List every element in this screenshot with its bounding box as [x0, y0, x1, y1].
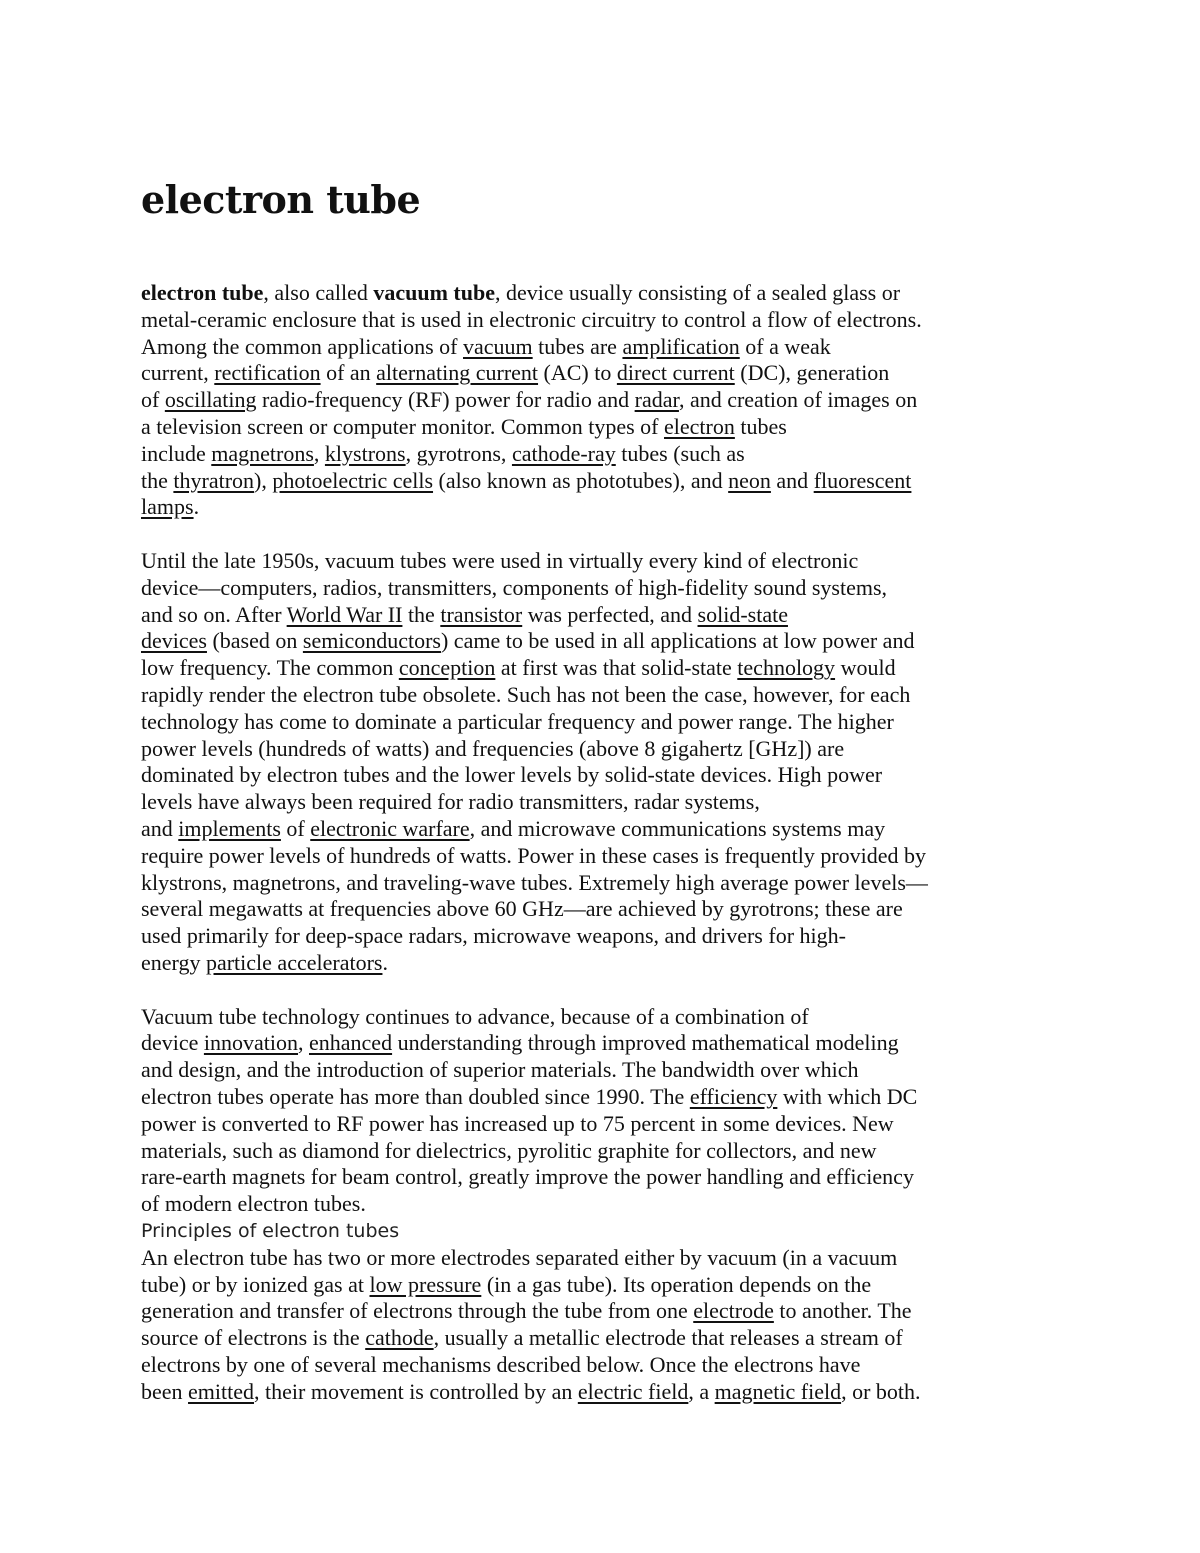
text-run: current,	[141, 360, 215, 386]
text-run: rapidly render the electron tube obsolete. Such has not been the case, however, for each	[141, 681, 911, 707]
text-run: and design, and the introduction of superior materials. The bandwidth over which	[141, 1057, 859, 1083]
inline-link[interactable]: amplification	[622, 333, 740, 359]
inline-link[interactable]: electric field	[577, 1378, 689, 1404]
inline-link[interactable]: vacuum	[463, 333, 533, 359]
paragraph	[141, 280, 1066, 521]
text-line	[141, 628, 1066, 655]
text-run: the	[141, 467, 174, 493]
inline-link[interactable]: emitted	[188, 1378, 255, 1404]
text-run: klystrons, magnetrons, and traveling-wave tubes. Extremely high average power levels—	[141, 869, 928, 895]
text-line	[141, 789, 1066, 816]
text-run: device	[141, 1030, 204, 1056]
text-run: (also known as phototubes), and	[433, 467, 729, 493]
inline-link[interactable]: neon	[728, 467, 771, 493]
text-run: understanding through improved mathematical modeling	[392, 1030, 899, 1056]
inline-link[interactable]: solid-state	[697, 601, 788, 627]
text-run: , and creation of images on	[678, 387, 918, 413]
text-run: , also called	[263, 280, 374, 305]
text-run: , a	[688, 1378, 715, 1404]
text-run: technology has come to dominate a particular frequency and power range. The higher	[141, 708, 894, 734]
inline-link[interactable]: transistor	[440, 601, 523, 627]
inline-link[interactable]: direct current	[616, 360, 735, 386]
text-run: ) came to be used in all applications at low power and	[440, 628, 915, 654]
text-run: Vacuum tube technology continues to advance, because of a combination of	[141, 1003, 809, 1029]
inline-link[interactable]: enhanced	[309, 1030, 393, 1056]
section-heading: Principles of electron tubes	[141, 1219, 400, 1242]
text-line	[141, 360, 1066, 387]
text-run: electron tubes operate has more than doubled since 1990. The	[141, 1083, 690, 1109]
text-run: An electron tube has two or more electrodes separated either by vacuum (in a vacuum	[141, 1244, 898, 1270]
text-run: include	[141, 440, 212, 466]
text-run: , gyrotrons,	[405, 440, 512, 466]
bold-term: vacuum tube	[373, 280, 495, 305]
text-line	[141, 280, 1066, 307]
text-run: tubes	[734, 413, 787, 439]
inline-link[interactable]: rectification	[214, 360, 321, 386]
text-run: low frequency. The common	[141, 655, 399, 681]
inline-link[interactable]: particle accelerators	[205, 949, 383, 975]
inline-link[interactable]: efficiency	[689, 1083, 778, 1109]
text-run: ,	[313, 440, 325, 466]
text-run: , and microwave communications systems may	[469, 815, 886, 841]
text-run: generation and transfer of electrons through the tube from one	[141, 1298, 694, 1324]
text-line	[141, 1325, 1066, 1352]
text-run: electrons by one of several mechanisms described below. Once the electrons have	[141, 1352, 861, 1378]
text-line	[141, 843, 1066, 870]
article-body	[141, 280, 1066, 1406]
inline-link[interactable]: low pressure	[369, 1271, 482, 1297]
inline-link[interactable]: implements	[178, 815, 281, 841]
text-run: , device usually consisting of a sealed glass or	[495, 280, 901, 305]
text-run: tubes are	[532, 333, 623, 359]
inline-link[interactable]: cathode-ray	[511, 440, 616, 466]
text-line	[141, 923, 1066, 950]
inline-link[interactable]: magnetrons	[211, 440, 314, 466]
text-run: been	[141, 1378, 189, 1404]
text-run: several megawatts at frequencies above 60 GHz—are achieved by gyrotrons; these are	[141, 896, 903, 922]
inline-link[interactable]: electrode	[693, 1298, 774, 1324]
text-line	[141, 762, 1066, 789]
text-line	[141, 334, 1066, 361]
text-line	[141, 441, 1066, 468]
text-line	[141, 1272, 1066, 1299]
text-line	[141, 1138, 1066, 1165]
text-run: of modern electron tubes.	[141, 1191, 366, 1217]
text-run: (in a gas tube). Its operation depends on the	[481, 1271, 872, 1297]
inline-link[interactable]: lamps	[141, 494, 194, 520]
inline-link[interactable]: fluorescent	[813, 467, 912, 493]
text-run: (AC) to	[538, 360, 617, 386]
text-line	[141, 682, 1066, 709]
text-run: rare-earth magnets for beam control, greatly improve the power handling and efficiency	[141, 1164, 914, 1190]
text-line	[141, 387, 1066, 414]
text-line	[141, 1084, 1066, 1111]
text-line	[141, 1191, 1066, 1218]
text-run: and	[141, 815, 179, 841]
inline-link[interactable]: innovation	[203, 1030, 299, 1056]
inline-link[interactable]: conception	[398, 655, 496, 681]
inline-link[interactable]: alternating current	[376, 360, 539, 386]
text-run: , their movement is controlled by an	[254, 1378, 578, 1404]
text-run: .	[382, 949, 388, 975]
text-run: metal-ceramic enclosure that is used in electronic circuitry to control a flow of electrons.	[141, 306, 922, 332]
text-line	[141, 1379, 1066, 1406]
text-run: (DC), generation	[734, 360, 890, 386]
text-line	[141, 709, 1066, 736]
text-line	[141, 494, 1066, 521]
text-run: with which DC	[777, 1083, 918, 1109]
text-line	[141, 950, 1066, 977]
text-line	[141, 896, 1066, 923]
text-line	[141, 1004, 1066, 1031]
text-line	[141, 655, 1066, 682]
inline-link[interactable]: devices	[141, 628, 207, 654]
text-run: device—computers, radios, transmitters, components of high-fidelity sound systems,	[141, 574, 888, 600]
text-run: dominated by electron tubes and the lower levels by solid-state devices. High power	[141, 762, 883, 788]
text-run: , or both.	[841, 1378, 921, 1404]
paragraph	[141, 548, 1066, 977]
section-paragraph	[141, 1245, 1066, 1406]
text-run: energy	[141, 949, 206, 975]
text-line	[141, 575, 1066, 602]
text-run: a television screen or computer monitor. Common types of	[141, 413, 665, 439]
text-line	[141, 1298, 1066, 1325]
text-line	[141, 736, 1066, 763]
intro-paragraphs	[141, 280, 1066, 1218]
text-run: , usually a metallic electrode that releases a stream of	[433, 1325, 903, 1351]
inline-link[interactable]: radar	[634, 387, 679, 413]
text-run: Among the common applications of	[141, 333, 463, 359]
text-run: used primarily for deep-space radars, microwave weapons, and drivers for high-	[141, 923, 846, 949]
text-run: and	[770, 467, 814, 493]
text-line	[141, 548, 1066, 575]
text-run: require power levels of hundreds of watts. Power in these cases is frequently provided by	[141, 842, 927, 868]
text-run: and so on. After	[141, 601, 287, 627]
inline-link[interactable]: klystrons	[324, 440, 406, 466]
inline-link[interactable]: World War II	[286, 601, 403, 627]
text-run: .	[193, 494, 200, 520]
text-line	[141, 468, 1066, 495]
inline-link[interactable]: magnetic field	[714, 1378, 842, 1404]
text-line	[141, 414, 1066, 441]
page-title: electron tube	[141, 177, 421, 222]
text-run: of	[280, 815, 311, 841]
inline-link[interactable]: cathode	[365, 1325, 434, 1351]
text-run: source of electrons is the	[141, 1325, 366, 1351]
text-run: the	[402, 601, 441, 627]
text-run: power is converted to RF power has increased up to 75 percent in some devices. New	[141, 1110, 894, 1136]
inline-link[interactable]: thyratron	[173, 467, 255, 493]
text-run: Until the late 1950s, vacuum tubes were used in virtually every kind of electronic	[141, 547, 859, 573]
text-line	[141, 1245, 1066, 1272]
text-run: of a weak	[739, 333, 831, 359]
inline-link[interactable]: electron	[664, 413, 735, 439]
text-run: would	[835, 655, 896, 681]
bold-term: electron tube	[141, 280, 264, 305]
inline-link[interactable]: photoelectric cells	[272, 467, 434, 493]
text-line	[141, 602, 1066, 629]
text-run: ,	[298, 1030, 310, 1056]
text-run: levels have always been required for radio transmitters, radar systems,	[141, 789, 760, 815]
text-run: radio-frequency (RF) power for radio and	[256, 387, 635, 413]
text-line	[141, 1352, 1066, 1379]
text-run: at first was that solid-state	[495, 655, 738, 681]
inline-link[interactable]: semiconductors	[302, 628, 441, 654]
text-run: power levels (hundreds of watts) and frequencies (above 8 gigahertz [GHz]) are	[141, 735, 845, 761]
paragraph	[141, 1004, 1066, 1218]
text-run: to another. The	[773, 1298, 912, 1324]
text-line	[141, 1164, 1066, 1191]
text-line	[141, 1111, 1066, 1138]
text-line	[141, 870, 1066, 897]
text-line	[141, 307, 1066, 334]
text-run: ),	[254, 467, 273, 493]
text-line	[141, 1057, 1066, 1084]
inline-link[interactable]: oscillating	[164, 387, 257, 413]
inline-link[interactable]: electronic warfare	[310, 815, 470, 841]
text-run: tubes (such as	[615, 440, 745, 466]
text-run: materials, such as diamond for dielectrics, pyrolitic graphite for collectors, and new	[141, 1137, 877, 1163]
text-run: of an	[320, 360, 377, 386]
text-line	[141, 816, 1066, 843]
text-run: tube) or by ionized gas at	[141, 1271, 370, 1297]
text-run: was perfected, and	[522, 601, 698, 627]
inline-link[interactable]: technology	[737, 655, 836, 681]
text-run: of	[141, 387, 165, 413]
text-run: (based on	[206, 628, 303, 654]
text-line	[141, 1030, 1066, 1057]
